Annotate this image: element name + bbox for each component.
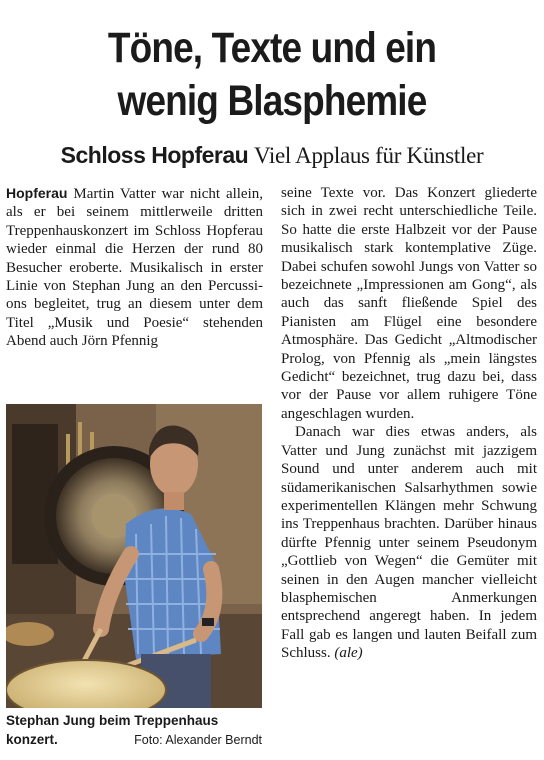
paragraph-second-half [281,423,537,662]
caption-line-1: Stephan Jung beim Treppenhaus [6,713,219,728]
article-column-left [6,184,263,351]
paragraph-intro-text: Martin Vatter war nicht allein, als er bei seinem mittlerweile dritten Treppenhauskonzert im Schloss Hopferau wieder einmal die Herzen der rund 80 Besucher eroberte. Musikalisch in erster Linie von Stephan Jung an den Percussions begleitet, trug an diesem unter dem Titel „Musik und Poesie“ stehenden Abend auch Jörn Pfennig [6,186,264,350]
headline-line-2: wenig Blasphemie [117,77,427,125]
caption-line-2: konzert. [6,731,58,747]
paragraph-intro [6,184,263,351]
paragraph-continued: seine Texte vor. Das Konzert gliederte sich in zwei recht unterschiedliche Teile. So hatte die erste Halbzeit vor der Pause musikalisch stark kontemplative Züge. Dabei schufen sowohl Jungs von Vatter so bezeichnete „Impressionen am Gong“, als auch das sanft fließende Spiel des Pianisten am Flügel eine besondere Atmosphäre. Das Gedicht „Altmodischer Prolog, von Pfennig als „mein längstes Gedicht“ bezeichnet, trug dazu bei, dass vor der Pause vor allem ruhigere Töne angeschlagen wurden. [281,185,537,422]
headline-line-1: Töne, Texte und ein [107,24,437,72]
subheadline-text: Viel Applaus für Künstler [253,143,484,168]
author-initials: (ale) [334,645,363,662]
photo-caption [6,712,262,749]
paragraph-second-half-text: Danach war dies etwas anders, als Vatter und Jung zunächst mit jazzigem Sound und unter anderem auch mit südamerikanischen Salsarhythmen sowie experimentellen Klängen mehr Schwung ins Treppenhaus brachten. Darüber hinaus dürfte Pfennig unter seinem Pseudonym „Gottlieb von Wegen“ die Gemüter mit seinen in den Augen mancher vielleicht blasphemischen Anmerkungen entsprechend angeregt haben. In jedem Fall gab es langen und lauten Beifall zum Schluss. [281,424,537,662]
photo-credit: Foto: Alexander Berndt [134,732,262,747]
article-column-right [281,184,537,663]
kicker: Schloss Hopferau [60,142,249,168]
dateline: Hopferau [6,185,68,201]
subheadline [0,140,544,171]
headline [38,22,506,128]
article-photo [6,404,262,708]
